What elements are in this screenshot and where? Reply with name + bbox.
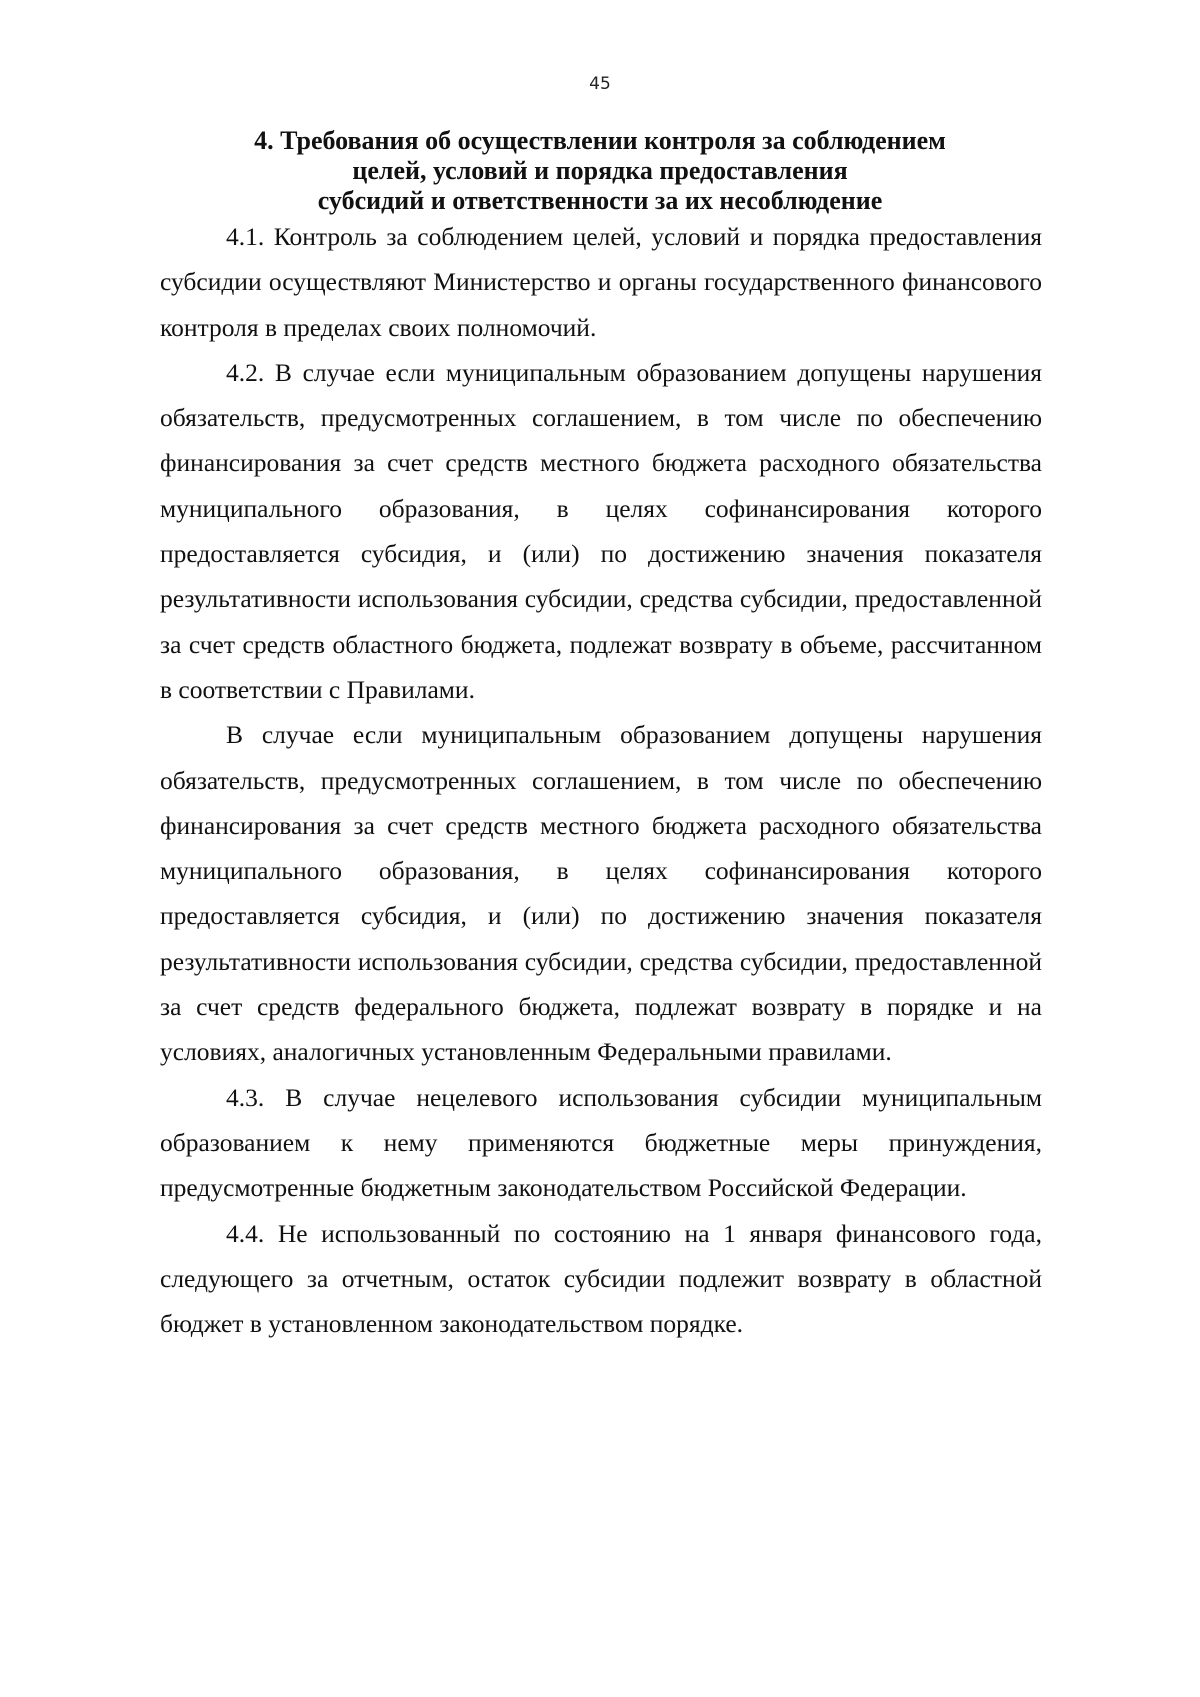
section-heading-line: субсидий и ответственности за их несоблюдение: [317, 186, 883, 215]
paragraph-4-3: 4.3. В случае нецелевого использования субсидии муниципальным образованием к нему применяются бюджетные меры принуждения, предусмотренные бюджетным законодательством Российской Федерации.: [160, 1082, 1042, 1203]
paragraph-4-4: 4.4. Не использованный по состоянию на 1 января финансового года, следующего за отчетным, остаток субсидии подлежит возврату в областной бюджет в установленном законодательством порядке.: [160, 1218, 1042, 1339]
page-number: 45: [589, 74, 611, 94]
section-heading: [160, 126, 1040, 216]
paragraph-4-2: 4.2. В случае если муниципальным образованием допущены нарушения обязательств, предусмотренных соглашением, в том числе по обеспечению финансирования за счет средств местного бюджета расходного обязательства муниципального образования, в целях софинансирования которого предоставляется субсидия, и (или) по достижению значения показателя результативности использования субсидии, средства субсидии, предоставленной за счет средств областного бюджета, подлежат возврату в объеме, рассчитанном в соответствии с Правилами.: [160, 357, 1042, 704]
section-body: [160, 214, 1042, 1346]
section-heading-line: 4. Требования об осуществлении контроля за соблюдением: [254, 126, 946, 155]
paragraph-4-1: 4.1. Контроль за соблюдением целей, условий и порядка предоставления субсидии осуществляют Министерство и органы государственного финансового контроля в пределах своих полномочий.: [160, 222, 1042, 342]
paragraph-4-2-federal: В случае если муниципальным образованием допущены нарушения обязательств, предусмотренных соглашением, в том числе по обеспечению финансирования за счет средств местного бюджета расходного обязательства муниципального образования, в целях софинансирования которого предоставляется субсидия, и (или) по достижению значения показателя результативности использования субсидии, средства субсидии, предоставленной за счет средств федерального бюджета, подлежат возврату в порядке и на условиях, аналогичных установленным Федеральными правилами.: [160, 720, 1042, 1067]
section-heading-line: целей, условий и порядка предоставления: [352, 156, 848, 185]
